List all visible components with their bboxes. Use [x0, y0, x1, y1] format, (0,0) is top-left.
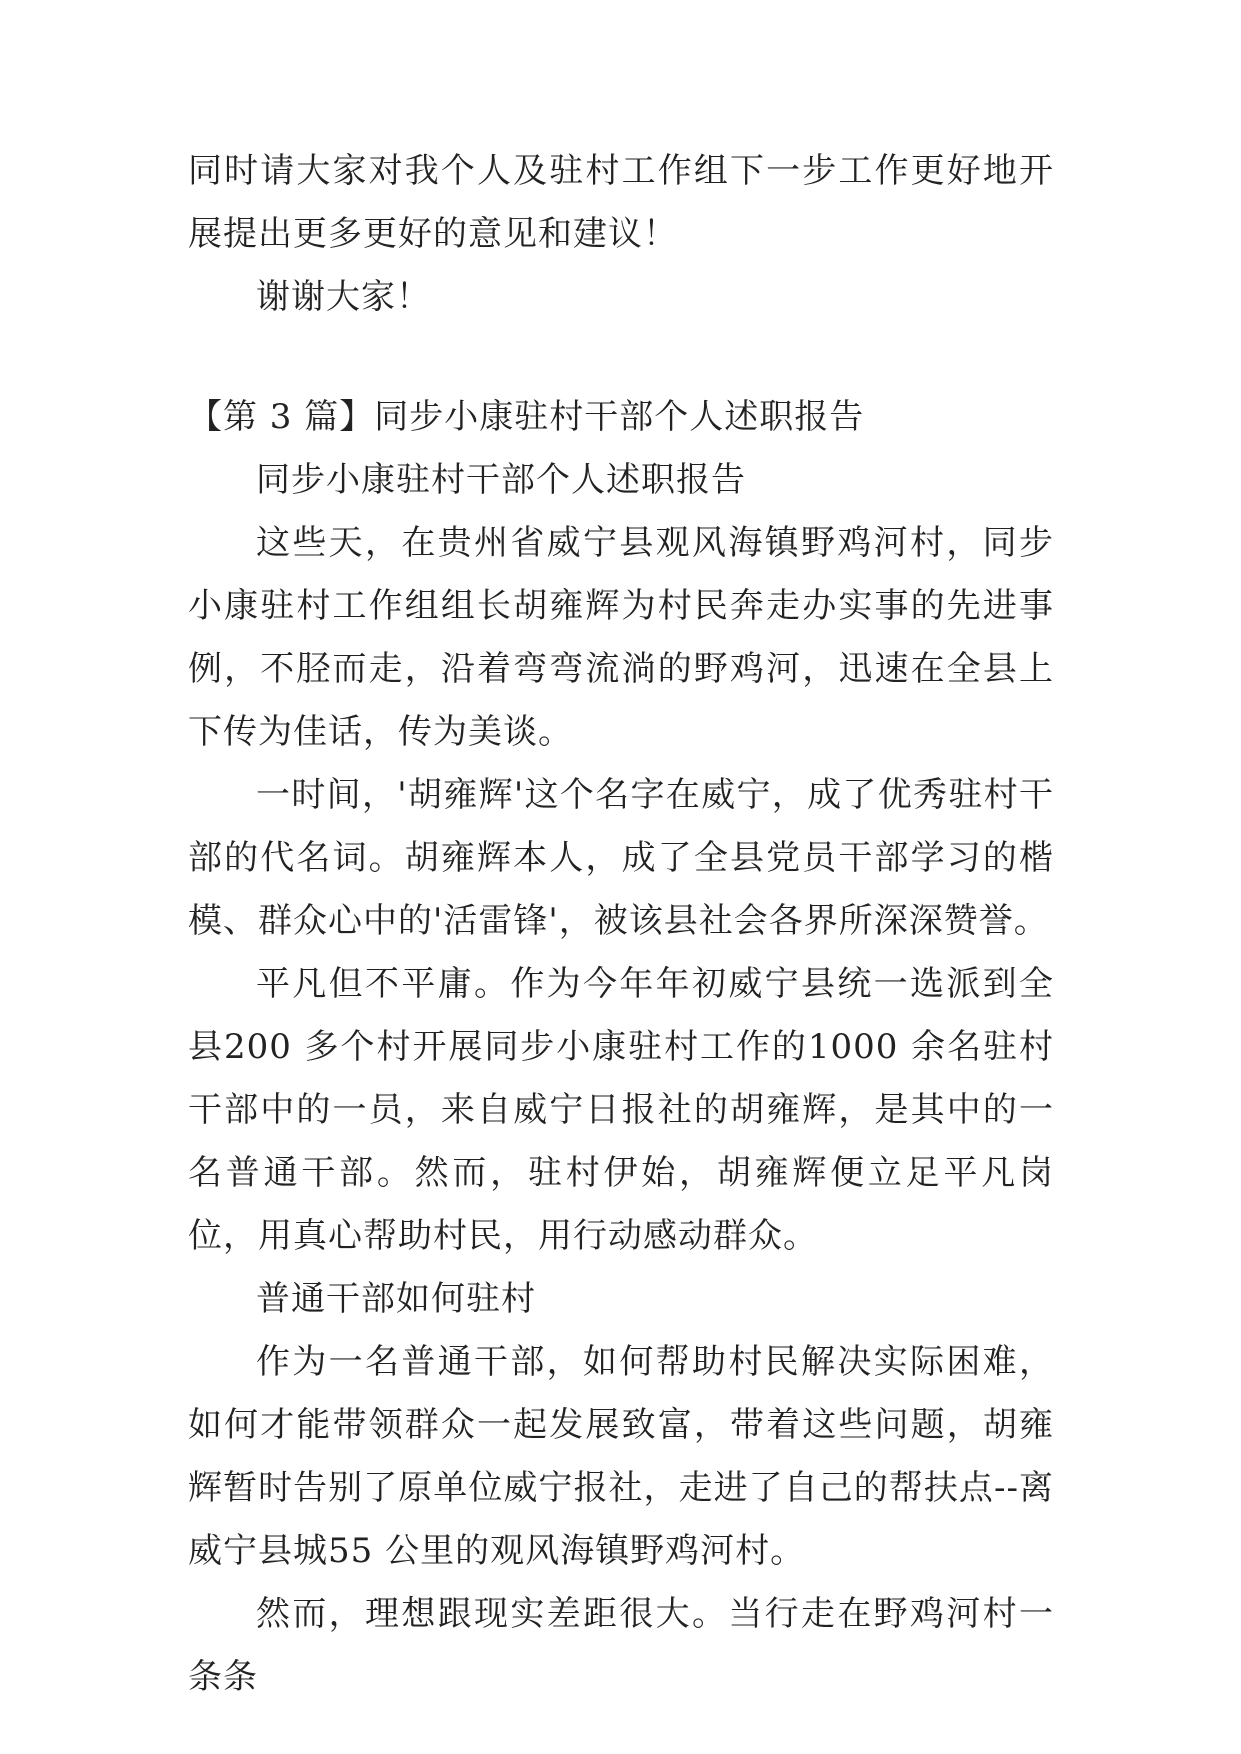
closing-section — [188, 140, 1054, 329]
subheading: 普通干部如何驻村 — [256, 1279, 536, 1319]
section-subtitle: 同步小康驻村干部个人述职报告 — [256, 460, 746, 500]
paragraph: 一时间，'胡雍辉'这个名字在威宁，成了优秀驻村干部的代名词。胡雍辉本人，成了全县党员干部学习的楷模、群众心中的'活雷锋'，被该县社会各界所深深赞誉。 — [188, 775, 1054, 941]
section-heading: 【第 3 篇】同步小康驻村干部个人述职报告 — [188, 397, 865, 437]
section-3 — [188, 386, 1054, 1709]
paragraph: 然而，理想跟现实差距很大。当行走在野鸡河村一条条 — [188, 1594, 1054, 1697]
paragraph: 这些天，在贵州省威宁县观风海镇野鸡河村，同步小康驻村工作组组长胡雍辉为村民奔走办实事的先进事例，不胫而走，沿着弯弯流淌的野鸡河，迅速在全县上下传为佳话，传为美谈。 — [188, 523, 1054, 752]
paragraph: 作为一名普通干部，如何帮助村民解决实际困难，如何才能带领群众一起发展致富，带着这些问题，胡雍辉暂时告别了原单位威宁报社，走进了自己的帮扶点--离威宁县城55 公里的观风海镇野鸡河村。 — [188, 1342, 1054, 1571]
paragraph: 谢谢大家！ — [256, 277, 431, 317]
paragraph: 平凡但不平庸。作为今年年初威宁县统一选派到全县200 多个村开展同步小康驻村工作的1000 余名驻村干部中的一员，来自威宁日报社的胡雍辉，是其中的一名普通干部。然而，驻村伊始，胡雍辉便立足平凡岗位，用真心帮助村民，用行动感动群众。 — [188, 964, 1054, 1256]
paragraph: 同时请大家对我个人及驻村工作组下一步工作更好地开展提出更多更好的意见和建议！ — [188, 151, 1054, 254]
